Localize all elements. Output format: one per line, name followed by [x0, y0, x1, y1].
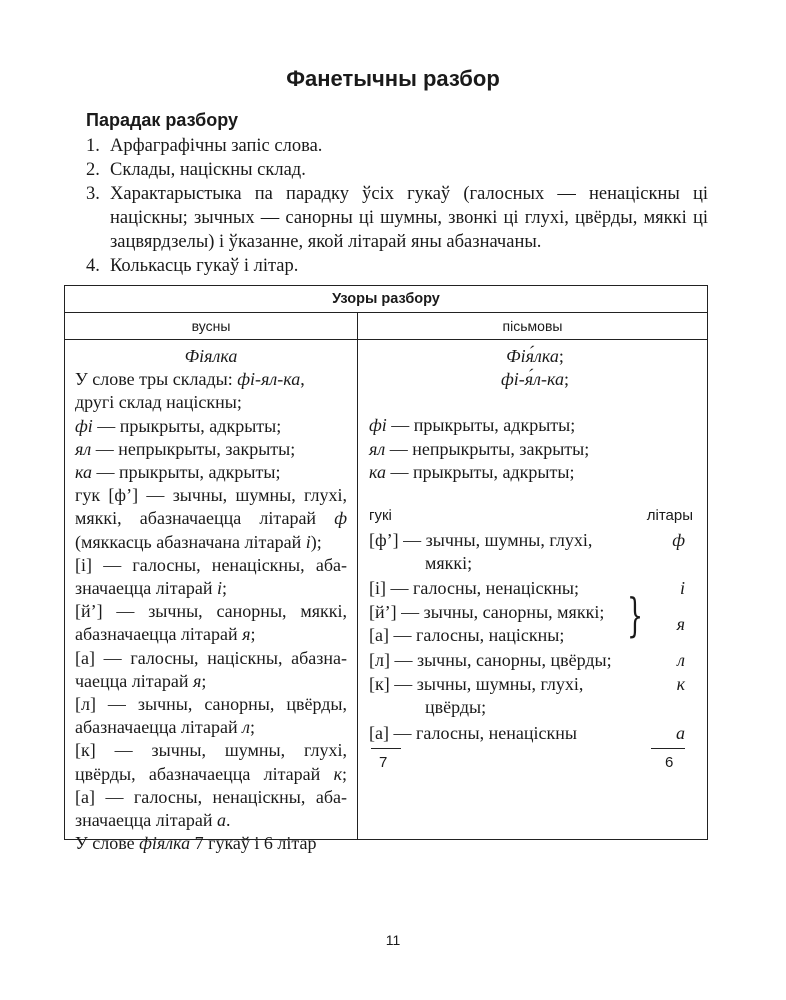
- oral-line: другі склад націскны;: [75, 392, 242, 413]
- step-item: [86, 182, 708, 254]
- section-subtitle: Парадак разбору: [86, 110, 239, 130]
- sounds-header: гукі: [369, 507, 392, 524]
- oral-line: значаецца літарай і;: [75, 578, 228, 599]
- written-analysis: [369, 345, 701, 771]
- brace-icon: }: [627, 588, 644, 642]
- sound-row: [і] — галосны, ненаціскны; і: [369, 578, 685, 598]
- page-title: Фанетычны разбор: [286, 66, 500, 91]
- sound-row: [л] — зычны, санорны, цвёрды; л: [369, 650, 685, 670]
- oral-line: гук [ф’] — зычны, шумны, глухі,: [75, 485, 347, 506]
- page-number: 11: [385, 932, 401, 948]
- sound-row: [ф’] — зычны, шумны, глухі, ф: [369, 530, 685, 550]
- step-text: Арфаграфічны запіс слова.: [110, 136, 323, 156]
- oral-line: абазначаецца літарай я;: [75, 624, 256, 645]
- oral-line: [а] — галосны, ненаціскны, аба-: [75, 786, 347, 807]
- column-header-oral: вусны: [191, 318, 231, 334]
- written-line: ка — прыкрыты, адкрыты;: [369, 461, 575, 482]
- oral-line: [й’] — зычны, санорны, мяккі,: [75, 601, 347, 622]
- oral-line: [л] — зычны, санорны, цвёрды,: [75, 694, 347, 715]
- step-number: 2.: [86, 160, 100, 180]
- sound-row: [й’] — зычны, санорны, мяккі; я: [369, 602, 685, 634]
- sound-row: [а] — галосны, ненаціскны а: [369, 723, 685, 743]
- column-header-written: пісьмовы: [502, 318, 563, 334]
- oral-line: (мяккасць абазначана літарай і);: [75, 531, 322, 552]
- sound-row: мяккі;: [425, 553, 473, 573]
- steps-list: [86, 134, 708, 278]
- letters-total-rule: [651, 748, 685, 749]
- sounds-total-rule: [371, 748, 401, 749]
- table-subheader: [65, 313, 707, 340]
- sounds-total: 7: [379, 754, 388, 771]
- oral-line: абазначаецца літарай л;: [75, 717, 255, 738]
- oral-line: фі — прыкрыты, адкрыты;: [75, 415, 282, 436]
- oral-line: значаецца літарай а.: [75, 810, 231, 831]
- sound-row: [к] — зычны, шумны, глухі, к: [369, 674, 685, 694]
- samples-table: [64, 285, 708, 854]
- written-line: фі — прыкрыты, адкрыты;: [369, 415, 576, 436]
- step-number: 1.: [86, 136, 100, 156]
- written-syllables: фі-я́л-ка;: [501, 369, 569, 390]
- oral-summary: У слове фіялка 7 гукаў і 6 літар: [75, 833, 317, 854]
- oral-word: Фіялка: [184, 346, 238, 366]
- step-text: Колькасць гукаў і літар.: [110, 256, 299, 276]
- letters-header: літары: [646, 507, 693, 524]
- step-item: [86, 158, 708, 182]
- step-text: Склады, націскны склад.: [110, 160, 306, 180]
- step-number: 4.: [86, 256, 100, 276]
- oral-analysis: [75, 345, 347, 855]
- table-header: Узоры разбору: [65, 286, 707, 313]
- oral-line: [к] — зычны, шумны, глухі,: [75, 740, 347, 761]
- oral-line: мяккі, абазначаецца літарай ф: [75, 508, 347, 529]
- step-text: Характарыстыка па парадку ўсіх гукаў (галосных — ненаціскны ці націскны; зычных — санорны ці шумны, звонкі ці глухі, цвёрды, мяккі ці зацвярдзелы) і ўказанне, якой літарай яны абазначаны.: [110, 184, 708, 252]
- oral-line: [а] — галосны, націскны, абазна-: [75, 647, 347, 668]
- oral-line: У слове тры склады: фі-ял-ка,: [75, 369, 305, 390]
- sound-row: [а] — галосны, націскны;: [369, 625, 565, 645]
- oral-line: чаецца літарай я;: [75, 670, 207, 691]
- oral-line: ял — непрыкрыты, закрыты;: [75, 438, 296, 459]
- step-item: [86, 254, 708, 278]
- step-item: [86, 134, 708, 158]
- written-word: Фія́лка;: [506, 346, 564, 366]
- oral-line: цвёрды, абазначаецца літарай к;: [75, 763, 347, 784]
- written-line: ял — непрыкрыты, закрыты;: [369, 438, 590, 459]
- letters-total: 6: [665, 754, 674, 771]
- sound-row: цвёрды;: [425, 697, 487, 717]
- oral-line: [і] — галосны, ненаціскны, аба-: [75, 554, 347, 575]
- oral-line: ка — прыкрыты, адкрыты;: [75, 462, 281, 483]
- step-number: 3.: [86, 184, 100, 204]
- column-divider: [357, 313, 358, 840]
